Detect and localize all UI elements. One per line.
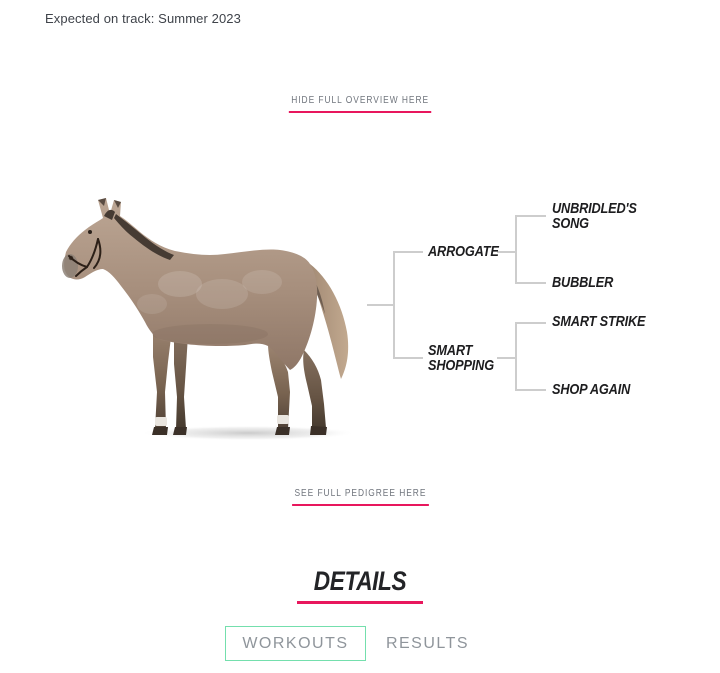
pedigree-sire-label: ARROGATE [428, 243, 499, 260]
pedigree-connector-line [393, 251, 423, 253]
pedigree-connector-line [367, 304, 394, 306]
horse-photo [60, 192, 356, 445]
hide-overview-link[interactable]: HIDE FULL OVERVIEW HERE [289, 94, 432, 113]
pedigree-connector-line [515, 389, 546, 391]
details-heading-row [0, 567, 720, 604]
pedigree-dam-label: SMART SHOPPING [428, 342, 494, 374]
pedigree-connector-line [515, 282, 546, 284]
pedigree-connector-line [393, 357, 423, 359]
details-tabs [0, 626, 714, 661]
pedigree-connector-line [515, 215, 546, 217]
pedigree-connector-line [515, 322, 517, 390]
pedigree-sire-dam-label: BUBBLER [552, 274, 614, 291]
tab-results[interactable]: RESULTS [372, 626, 483, 661]
pedigree-connector-line [515, 322, 546, 324]
pedigree-connector-line [393, 252, 395, 358]
overview-link-row [0, 94, 720, 113]
expected-on-track-note: Expected on track: Summer 2023 [45, 11, 241, 26]
see-pedigree-link[interactable]: SEE FULL PEDIGREE HERE [292, 487, 429, 506]
pedigree-link-row [0, 487, 720, 506]
pedigree-sire-sire-label: UNBRIDLED'S SONG [552, 200, 637, 232]
pedigree-dam-dam-label: SHOP AGAIN [552, 381, 631, 398]
tab-workouts[interactable]: WORKOUTS [225, 626, 366, 661]
pedigree-dam-sire-label: SMART STRIKE [552, 313, 646, 330]
pedigree-connector-line [515, 215, 517, 283]
pedigree-connector-line [497, 357, 516, 359]
details-title: DETAILS [297, 567, 423, 604]
